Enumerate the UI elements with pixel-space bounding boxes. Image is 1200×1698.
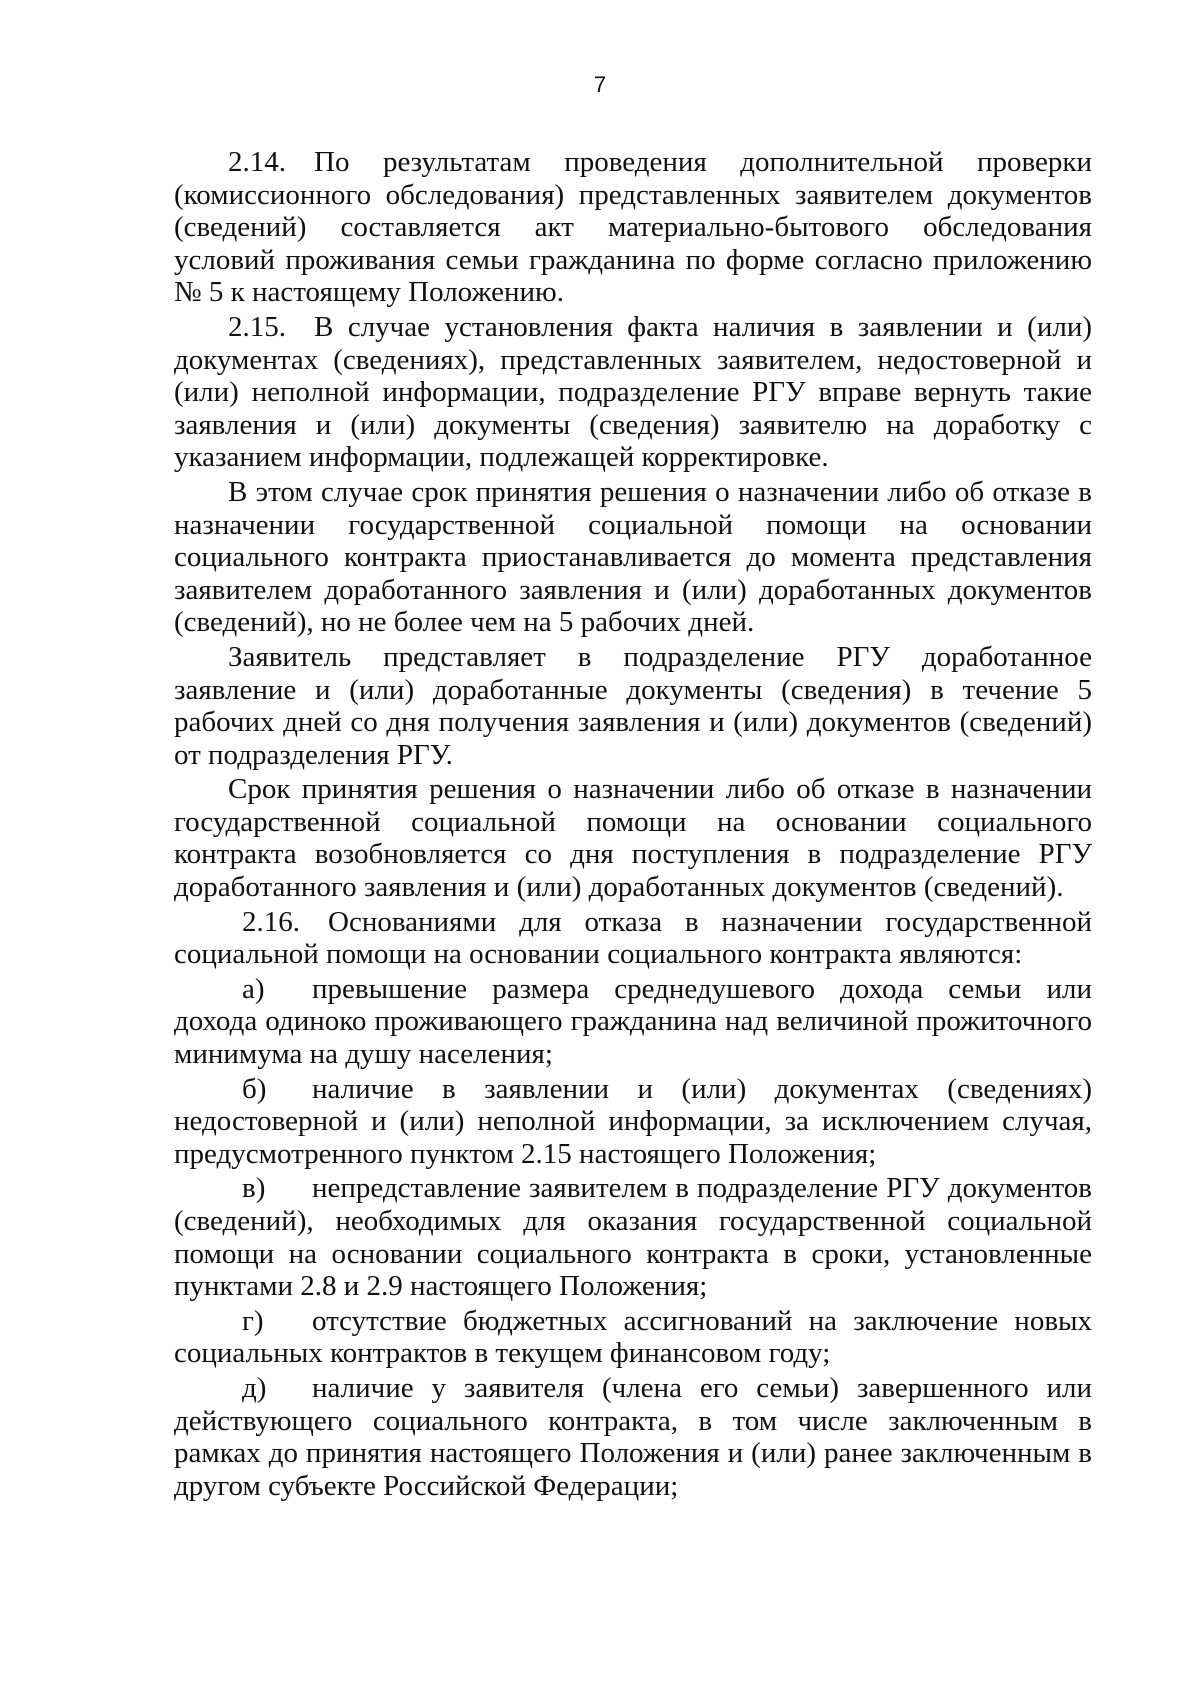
paragraph-2-14 <box>174 146 1092 309</box>
list-item-b <box>174 1073 1092 1171</box>
list-item-text: превышение размера среднедушевого дохода семьи или дохода одиноко проживающего гражданина над величиной прожиточного минимума на душу населения; <box>174 972 1092 1071</box>
list-item-text: отсутствие бюджетных ассигнований на заключение новых социальных контрактов в текущем финансовом году; <box>174 1304 1092 1370</box>
list-marker: а) <box>242 972 265 1005</box>
list-item-d <box>174 1372 1092 1502</box>
list-marker: в) <box>242 1172 266 1205</box>
paragraph-marker: 2.14. <box>228 146 286 178</box>
paragraph-text: В случае установления факта наличия в заявлении и (или) документах (сведениях), представленных заявителем, недостоверной и (или) неполной информации, подразделение РГУ вправе вернуть такие заявления и (или) документы (сведения) заявителю на доработку с указанием информации, подлежащей корректировке. <box>174 310 1092 474</box>
paragraph-suspension <box>174 476 1092 639</box>
paragraph-text: По результатам проведения дополнительной проверки (комиссионного обследования) представленных заявителем документов (сведений) составляется акт материально-бытового обследования условий проживания семьи гражданина по форме согласно приложению № 5 к настоящему Положению. <box>174 146 1092 309</box>
paragraph-text: В этом случае срок принятия решения о назначении либо об отказе в назначении государственной социальной помощи на основании социального контракта приостанавливается до момента представления заявителем доработанного заявления и (или) доработанных документов (сведений), но не более чем на 5 рабочих дней. <box>174 475 1092 639</box>
list-item-g <box>174 1305 1092 1370</box>
list-item-text: наличие у заявителя (члена его семьи) завершенного или действующего социального контракта, в том числе заключенным в рамках до принятия настоящего Положения и (или) ранее заключенным в другом субъекте Российской Федерации; <box>174 1371 1092 1502</box>
list-marker: г) <box>242 1304 264 1337</box>
paragraph-resumption <box>174 773 1092 903</box>
paragraph-marker: 2.15. <box>228 310 286 343</box>
paragraph-marker: 2.16. <box>242 905 300 938</box>
list-marker: д) <box>242 1371 267 1404</box>
paragraph-text: Срок принятия решения о назначении либо об отказе в назначении государственной социальной помощи на основании социального контракта возобновляется со дня поступления в подразделение РГУ доработанного заявления и (или) доработанных документов (сведений). <box>174 773 1092 904</box>
list-item-text: наличие в заявлении и (или) документах (сведениях) недостоверной и (или) неполной информации, за исключением случая, предусмотренного пунктом 2.15 настоящего Положения; <box>174 1072 1092 1170</box>
paragraph-applicant-submission <box>174 641 1092 771</box>
list-marker: б) <box>242 1072 267 1105</box>
list-item-a <box>174 973 1092 1071</box>
paragraph-2-16 <box>174 906 1092 971</box>
list-item-text: непредставление заявителем в подразделение РГУ документов (сведений), необходимых для оказания государственной социальной помощи на основании социального контракта в сроки, установленные пунктами 2.8 и 2.9 настоящего Положения; <box>174 1172 1092 1303</box>
paragraph-text: Заявитель представляет в подразделение РГУ доработанное заявление и (или) доработанные документы (сведения) в течение 5 рабочих дней со дня получения заявления и (или) документов (сведений) от подразделения РГУ. <box>174 640 1092 771</box>
list-item-v <box>174 1172 1092 1302</box>
document-body <box>174 146 1092 1502</box>
paragraph-text: Основаниями для отказа в назначении государственной социальной помощи на основании социального контракта являются: <box>174 905 1092 971</box>
paragraph-2-15 <box>174 311 1092 474</box>
page-number: 7 <box>593 72 607 97</box>
